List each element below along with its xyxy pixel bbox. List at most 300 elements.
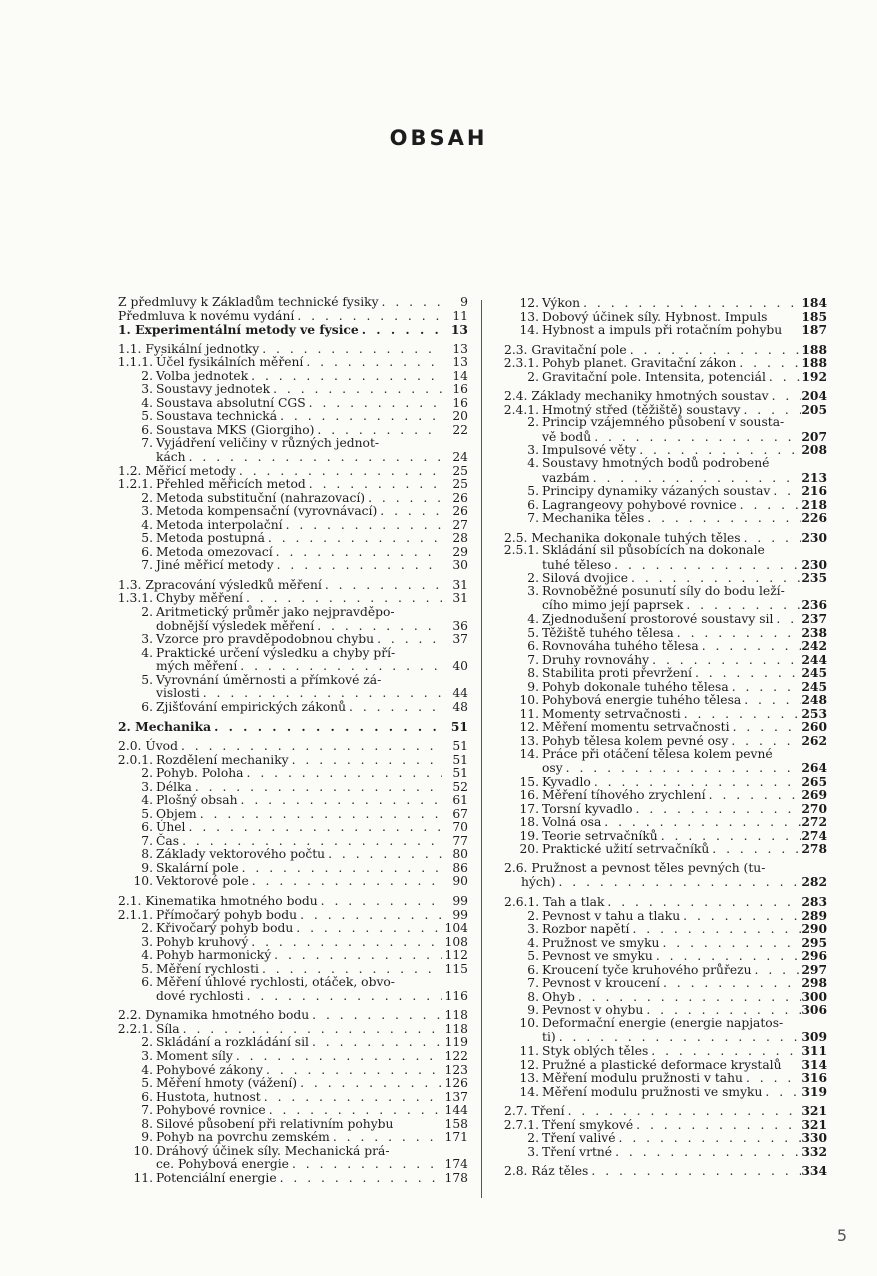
toc-entry-number: 8. — [141, 847, 153, 862]
toc-entry-number: 2.2.1. — [117, 1021, 153, 1036]
toc-leader-dots — [277, 1172, 442, 1186]
toc-entry — [494, 720, 827, 734]
toc-entry-title: Pohybové rovnice — [156, 1103, 266, 1118]
toc-entry-number: 20. — [519, 842, 539, 857]
toc-entry-page: 51 — [452, 738, 468, 753]
toc-entry-title: Vyrovnání úměrnosti a přímkové zá- — [156, 672, 382, 687]
toc-entry-title: Úhel — [156, 820, 186, 835]
toc-entry-page: 184 — [801, 295, 827, 310]
toc-entry-number: 1.2.1. — [117, 477, 153, 492]
toc-entry — [494, 1003, 827, 1017]
toc-entry — [108, 740, 468, 754]
toc-entry-number: 10. — [519, 1015, 539, 1030]
toc-entry-page: 260 — [801, 719, 827, 735]
toc-entry-page: 311 — [801, 1042, 827, 1058]
toc-entry-page: 269 — [801, 787, 827, 803]
toc-leader-dots — [200, 687, 442, 701]
toc-leader-dots — [762, 1086, 801, 1100]
toc-entry-number: 5. — [141, 1076, 153, 1091]
toc-entry — [108, 794, 468, 808]
toc-leader-dots — [611, 559, 801, 573]
toc-leader-dots — [192, 781, 442, 795]
toc-entry — [108, 1145, 468, 1159]
toc-entry-title: Měření tíhového zrychlení — [542, 788, 706, 803]
toc-entry-title: dobnější výsledek měření — [156, 618, 315, 633]
toc-entry-title: Síla — [156, 1021, 180, 1036]
toc-leader-dots — [588, 1165, 801, 1179]
toc-leader-dots — [575, 991, 801, 1005]
toc-entry-title: Dráhový účinek síly. Mechanická prá- — [156, 1143, 390, 1158]
toc-entry-number: 7. — [141, 436, 153, 451]
toc-entry-page: 144 — [444, 1103, 468, 1118]
toc-entry-title: Pohybová energie tuhého tělesa — [542, 693, 742, 708]
toc-entry — [494, 457, 827, 471]
toc-entry — [494, 558, 827, 572]
toc-entry — [494, 748, 827, 762]
toc-leader-dots — [325, 848, 442, 862]
toc-entry-number: 12. — [519, 296, 539, 310]
toc-leader-dots — [243, 592, 442, 606]
toc-entry — [108, 492, 468, 506]
toc-entry — [108, 720, 468, 734]
toc-entry-number: 2. — [141, 605, 153, 620]
toc-entry-number: 6. — [527, 497, 539, 512]
toc-entry-page: 319 — [801, 1083, 827, 1099]
toc-entry-page: 274 — [801, 827, 827, 843]
toc-entry-number: 5. — [141, 672, 153, 687]
toc-entry — [494, 976, 827, 990]
toc-entry-number: 9. — [527, 1003, 539, 1018]
toc-entry-number: 5. — [527, 484, 539, 499]
toc-entry-number: 3. — [141, 504, 153, 519]
toc-leader-dots — [266, 1104, 442, 1118]
toc-entry-page: 16 — [452, 382, 468, 397]
toc-entry-title: Rozbor napětí — [542, 922, 630, 937]
toc-entry-page: 51 — [452, 752, 468, 767]
toc-entry-title: Přímočarý pohyb bodu — [156, 907, 298, 922]
toc-entry-title: Zjišťování empirických zákonů — [156, 699, 347, 714]
toc-entry-page: 90 — [452, 874, 468, 889]
toc-entry-page: 119 — [444, 1035, 468, 1050]
toc-entry-title: Měření modulu pružnosti ve smyku — [542, 1084, 763, 1099]
toc-leader-dots — [773, 613, 801, 627]
toc-entry-page: 296 — [801, 948, 827, 964]
toc-leader-dots — [377, 505, 442, 519]
toc-leader-dots — [248, 370, 442, 384]
toc-entry-page: 30 — [452, 558, 468, 573]
toc-entry — [494, 949, 827, 963]
toc-entry-number: 4. — [527, 935, 539, 950]
toc-entry-title: Hustota, hutnost — [156, 1089, 261, 1104]
toc-leader-dots — [265, 532, 442, 546]
toc-entry-page: 116 — [444, 988, 468, 1003]
toc-entry — [494, 511, 827, 525]
toc-leader-dots — [591, 431, 801, 445]
toc-entry-page: 235 — [801, 570, 827, 586]
toc-entry-page: 278 — [801, 841, 827, 857]
toc-leader-dots — [180, 1023, 442, 1037]
toc-entry — [494, 389, 827, 403]
toc-entry-number: 6. — [527, 962, 539, 977]
toc-entry — [494, 612, 827, 626]
toc-entry-page: 282 — [801, 874, 827, 890]
toc-entry — [108, 1172, 468, 1186]
toc-entry-number: 7. — [141, 1103, 153, 1118]
toc-entry-number: 2. — [527, 369, 539, 384]
toc-entry-page: 13 — [452, 341, 468, 356]
toc-entry-number: 8. — [527, 989, 539, 1004]
toc-entry-page: 37 — [452, 632, 468, 647]
toc-entry-number: 6. — [527, 639, 539, 654]
toc-leader-dots — [270, 383, 442, 397]
toc-entry-title: Metoda omezovací — [156, 544, 273, 559]
page-number: 5 — [836, 1226, 847, 1245]
toc-right-column — [494, 296, 827, 1178]
toc-entry-title: Mechanika těles — [542, 511, 645, 526]
toc-entry-title: cího mimo její paprsek — [542, 598, 684, 613]
toc-entry-title: 2.4. Základy mechaniky hmotných soustav — [504, 389, 769, 404]
toc-leader-dots — [766, 371, 801, 385]
toc-entry-page: 188 — [801, 355, 827, 371]
toc-entry-number: 8. — [141, 1116, 153, 1131]
toc-entry — [108, 323, 468, 337]
toc-entry-title: Měření hmoty (vážení) — [156, 1076, 298, 1091]
toc-entry — [108, 848, 468, 862]
toc-entry — [108, 821, 468, 835]
toc-entry-title: Kroucení tyče kruhového průřezu — [542, 962, 752, 977]
toc-entry-title: Druhy rovnováhy — [542, 652, 650, 667]
toc-entry-number: 3. — [141, 779, 153, 794]
toc-entry — [494, 416, 827, 430]
toc-entry-number: 5. — [141, 806, 153, 821]
toc-leader-dots — [318, 895, 442, 909]
toc-entry-title: Účel fysikálních měření — [156, 355, 304, 370]
toc-leader-dots — [261, 1091, 442, 1105]
toc-entry — [494, 693, 827, 707]
toc-entry-page: 67 — [452, 806, 468, 821]
toc-entry-number: 2. — [527, 415, 539, 430]
toc-entry-page: 108 — [444, 934, 468, 949]
toc-entry-title: Princip vzájemného působení v sousta- — [542, 415, 785, 430]
toc-entry-page: 80 — [452, 847, 468, 862]
toc-entry — [494, 788, 827, 802]
toc-entry-title: Soustavy jednotek — [156, 382, 271, 397]
toc-entry — [108, 1091, 468, 1105]
toc-entry — [494, 895, 827, 909]
toc-entry-page: 334 — [801, 1163, 827, 1179]
toc-entry-page: 230 — [801, 556, 827, 572]
toc-entry-number: 15. — [519, 774, 539, 789]
toc-entry — [108, 701, 468, 715]
toc-entry — [108, 647, 468, 661]
toc-entry-number: 7. — [527, 976, 539, 991]
toc-entry-title: Tření valivé — [542, 1131, 616, 1146]
toc-entry-number: 2.1.1. — [117, 907, 153, 922]
toc-leader-dots — [752, 964, 801, 978]
toc-entry-page: 27 — [452, 517, 468, 532]
toc-entry-page: 118 — [444, 1008, 468, 1023]
toc-entry — [108, 1104, 468, 1118]
toc-entry-title: Křivočarý pohyb bodu — [156, 921, 294, 936]
toc-leader-dots — [736, 357, 801, 371]
toc-entry-title: Pohyb dokonale tuhého tělesa — [542, 679, 729, 694]
toc-entry-page: 112 — [444, 948, 468, 963]
toc-leader-dots — [309, 1036, 442, 1050]
toc-leader-dots — [616, 1132, 802, 1146]
toc-entry-number: 5. — [527, 949, 539, 964]
toc-entry — [108, 862, 468, 876]
toc-leader-dots — [186, 451, 442, 465]
toc-leader-dots — [303, 356, 442, 370]
toc-entry-page: 205 — [801, 401, 827, 417]
toc-entry-title: Potenciální energie — [156, 1170, 277, 1185]
toc-entry-number: 2. — [527, 571, 539, 586]
toc-entry — [108, 579, 468, 593]
toc-entry-title: 1.1. Fysikální jednotky — [118, 341, 260, 356]
toc-entry-title: Metoda substituční (nahrazovací) — [156, 490, 366, 505]
toc-entry — [494, 1058, 827, 1072]
toc-leader-dots — [769, 390, 801, 404]
toc-entry-number: 7. — [141, 833, 153, 848]
toc-entry — [108, 370, 468, 384]
toc-entry-title: Rozdělení mechaniky — [156, 752, 289, 767]
toc-entry — [108, 437, 468, 451]
toc-entry-number: 6. — [141, 820, 153, 835]
toc-entry-number: 9. — [141, 860, 153, 875]
toc-entry-page: 99 — [452, 907, 468, 922]
toc-entry — [108, 1158, 468, 1172]
toc-leader-dots — [374, 633, 442, 647]
toc-entry-page: 31 — [452, 577, 468, 592]
toc-entry-page: 237 — [801, 611, 827, 627]
toc-entry-title: Pohyb kruhový — [156, 934, 249, 949]
toc-entry — [494, 1164, 827, 1178]
toc-entry — [108, 963, 468, 977]
toc-leader-dots — [556, 1031, 801, 1045]
toc-entry-page: 13 — [450, 322, 468, 338]
toc-entry-title: Měření momentu setrvačnosti — [542, 720, 730, 735]
toc-entry-title: Měření modulu pružnosti v tahu — [542, 1071, 743, 1086]
toc-leader-dots — [692, 667, 801, 681]
toc-entry-number: 2.4.1. — [503, 402, 539, 417]
toc-entry — [108, 949, 468, 963]
toc-entry — [108, 909, 468, 923]
toc-entry-number: 2. — [141, 368, 153, 383]
toc-entry — [494, 761, 827, 775]
toc-entry-page: 115 — [444, 961, 468, 976]
toc-leader-dots — [365, 492, 442, 506]
toc-leader-dots — [306, 397, 442, 411]
toc-leader-dots — [565, 1105, 801, 1119]
toc-leader-dots — [283, 519, 442, 533]
toc-entry-number: 2. — [141, 490, 153, 505]
toc-leader-dots — [659, 937, 801, 951]
toc-entry-number: 8. — [527, 666, 539, 681]
toc-leader-dots — [743, 1072, 801, 1086]
toc-leader-dots — [297, 1077, 442, 1091]
toc-entry-page: 192 — [801, 368, 827, 384]
toc-entry-page: 283 — [801, 893, 827, 909]
toc-entry-number: 11. — [519, 1043, 539, 1058]
toc-entry — [108, 936, 468, 950]
toc-entry-title: tuhé těleso — [542, 557, 612, 572]
toc-entry — [494, 430, 827, 444]
toc-entry-title: Ohyb — [542, 989, 575, 1004]
toc-entry — [108, 754, 468, 768]
toc-entry-title: Délka — [156, 779, 192, 794]
toc-entry — [108, 451, 468, 465]
toc-entry-number: 4. — [141, 645, 153, 660]
toc-entry-title: Rovnoběžné posunutí síly do bodu leží- — [542, 583, 785, 598]
toc-entry-number: 10. — [133, 1143, 153, 1158]
toc-entry-title: Silová dvojice — [542, 571, 629, 586]
toc-entry — [108, 559, 468, 573]
toc-entry-title: Z předmluvy k Základům technické fysiky — [118, 295, 379, 309]
toc-entry — [108, 895, 468, 909]
toc-entry — [494, 585, 827, 599]
toc-entry-title: Torsní kyvadlo — [542, 801, 633, 816]
toc-entry-number: 3. — [527, 583, 539, 598]
toc-entry-page: 171 — [444, 1130, 468, 1145]
toc-entry-page: 29 — [452, 544, 468, 559]
toc-entry — [494, 815, 827, 829]
toc-entry-number: 14. — [519, 323, 539, 338]
toc-entry — [108, 505, 468, 519]
toc-entry-title: 1. Experimentální metody ve fysice — [118, 322, 359, 338]
toc-entry-title: Základy vektorového počtu — [156, 847, 326, 862]
toc-leader-dots — [179, 835, 442, 849]
toc-entry — [108, 1064, 468, 1078]
toc-entry-number: 2. — [141, 921, 153, 936]
toc-entry-title: Jiné měřicí metody — [156, 558, 274, 573]
toc-entry-page: 245 — [801, 665, 827, 681]
toc-entry-title: Pružné a plastické deformace krystalů — [542, 1057, 782, 1072]
toc-entry-page: 86 — [452, 860, 468, 875]
toc-entry — [108, 835, 468, 849]
toc-entry-page: 188 — [801, 341, 827, 357]
toc-entry-page: 51 — [452, 766, 468, 781]
toc-entry-page: 48 — [452, 699, 468, 714]
toc-entry — [108, 397, 468, 411]
toc-entry-page: 77 — [452, 833, 468, 848]
toc-leader-dots — [683, 599, 801, 613]
toc-entry-number: 4. — [141, 395, 153, 410]
toc-leader-dots — [289, 1158, 442, 1172]
toc-entry-number: 4. — [527, 456, 539, 471]
toc-entry-page: 40 — [452, 659, 468, 674]
toc-entry-number: 4. — [141, 517, 153, 532]
toc-entry — [108, 1118, 468, 1132]
toc-entry-number: 2. — [141, 1035, 153, 1050]
toc-entry-page: 330 — [801, 1130, 827, 1146]
toc-entry — [108, 660, 468, 674]
toc-entry-page: 126 — [444, 1076, 468, 1091]
toc-entry-title: Pohyb tělesa kolem pevné osy — [542, 733, 729, 748]
page-title: OBSAH — [389, 126, 488, 150]
toc-entry-title: Hybnost a impuls při rotačním pohybu — [542, 323, 783, 338]
toc-entry — [108, 1131, 468, 1145]
toc-entry-number: 9. — [527, 679, 539, 694]
toc-entry — [494, 343, 827, 357]
toc-leader-dots — [259, 963, 442, 977]
toc-entry — [494, 1017, 827, 1031]
toc-entry-title: Pohyb planet. Gravitační zákon — [542, 356, 737, 371]
toc-entry-page: 208 — [801, 442, 827, 458]
toc-entry-title: Hmotný střed (těžiště) soustavy — [542, 402, 741, 417]
toc-entry-page: 122 — [444, 1048, 468, 1063]
toc-entry-title: 2.1. Kinematika hmotného bodu — [118, 893, 318, 908]
toc-entry-page: 236 — [801, 597, 827, 613]
toc-entry-title: Skalární pole — [156, 860, 239, 875]
toc-entry-number: 4. — [527, 612, 539, 627]
toc-entry-number: 5. — [527, 625, 539, 640]
toc-entry-title: 2.7. Tření — [504, 1104, 565, 1119]
toc-entry — [494, 829, 827, 843]
toc-entry — [494, 963, 827, 977]
toc-leader-dots — [294, 310, 442, 324]
toc-entry-title: Dobový účinek síly. Hybnost. Impuls — [542, 309, 768, 324]
toc-entry-number: 12. — [519, 720, 539, 735]
toc-entry-number: 16. — [519, 788, 539, 803]
toc-leader-dots — [297, 909, 442, 923]
toc-entry-number: 4. — [141, 793, 153, 808]
toc-entry — [108, 990, 468, 1004]
toc-entry-page: 25 — [452, 477, 468, 492]
toc-entry-page: 218 — [801, 496, 827, 512]
toc-entry-title: Práce při otáčení tělesa kolem pevné — [542, 746, 773, 761]
toc-entry — [108, 546, 468, 560]
toc-entry-page: 270 — [801, 800, 827, 816]
toc-entry-number: 4. — [141, 1062, 153, 1077]
toc-leader-dots — [604, 896, 801, 910]
toc-leader-dots — [273, 546, 442, 560]
toc-leader-dots — [306, 478, 442, 492]
toc-entry-title: Volba jednotek — [156, 368, 249, 383]
toc-entry — [494, 1145, 827, 1159]
toc-entry-title: Kyvadlo — [542, 774, 591, 789]
toc-entry-page: 204 — [801, 388, 827, 404]
toc-entry-title: vazbám — [542, 470, 590, 485]
toc-leader-dots — [730, 721, 801, 735]
column-divider — [481, 300, 482, 1198]
toc-entry-title: Praktické určení výsledku a chyby pří- — [156, 645, 396, 660]
toc-entry-number: 6. — [141, 544, 153, 559]
toc-leader-dots — [237, 660, 442, 674]
toc-entry-title: Deformační energie (energie napjatos- — [542, 1015, 784, 1030]
toc-entry-number: 2.3.1. — [503, 356, 539, 371]
toc-entry-page: 31 — [452, 591, 468, 606]
toc-leader-dots — [660, 977, 801, 991]
toc-entry-page: 70 — [452, 820, 468, 835]
toc-entry — [108, 478, 468, 492]
toc-entry-title: 1.2. Měřicí metody — [118, 463, 236, 478]
toc-entry — [494, 1030, 827, 1044]
toc-entry-title: Rovnováha tuhého tělesa — [542, 639, 699, 654]
toc-entry — [108, 781, 468, 795]
toc-entry-title: Styk oblých těles — [542, 1043, 649, 1058]
toc-entry-title: Pohybové zákony — [156, 1062, 263, 1077]
toc-entry-number: 13. — [519, 1071, 539, 1086]
toc-entry-page: 174 — [444, 1157, 468, 1172]
toc-entry — [108, 592, 468, 606]
toc-entry-page: 306 — [801, 1002, 827, 1018]
toc-leader-dots — [233, 1050, 442, 1064]
toc-entry-page: 99 — [452, 893, 468, 908]
toc-leader-dots — [346, 701, 442, 715]
toc-entry-number: 7. — [527, 511, 539, 526]
toc-entry-title: Tření vrtné — [542, 1144, 613, 1159]
toc-entry-number: 9. — [141, 1130, 153, 1145]
